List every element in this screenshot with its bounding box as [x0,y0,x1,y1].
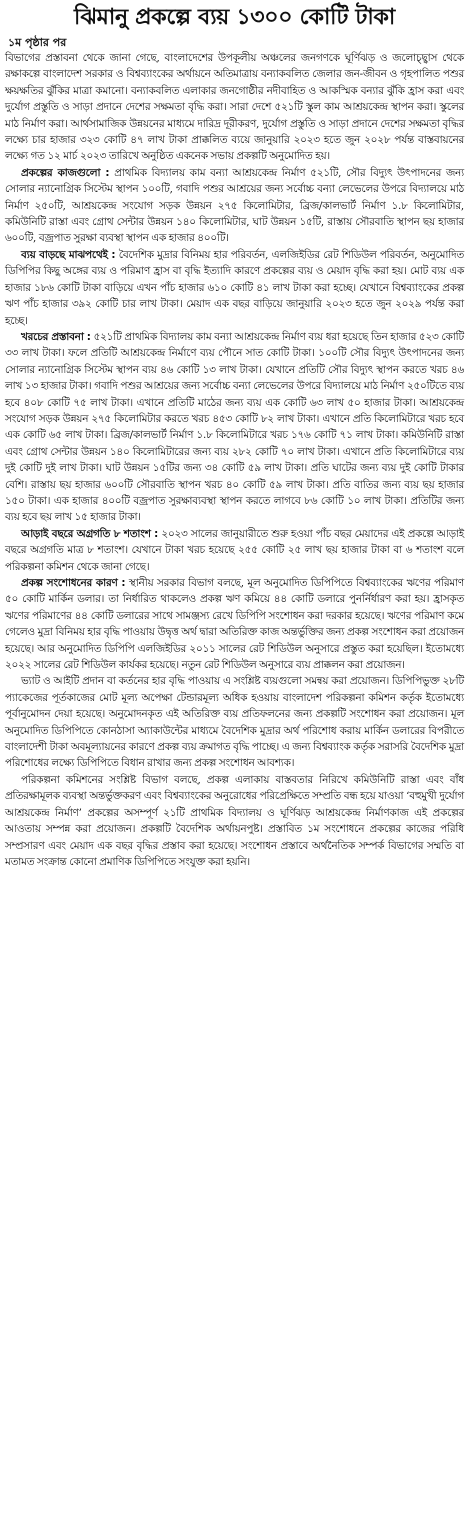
article-paragraph [5,50,464,165]
paragraph-lead: প্রকল্প সংশোধনের কারণ : [21,577,126,589]
continuation-note: ১ম পৃষ্ঠার পর [8,36,67,49]
article-paragraph [5,575,464,673]
article-body [5,50,464,870]
paragraph-text: ৫২১টি প্রাথমিক বিদ্যালয় কাম বন্যা আশ্রয়কেন্দ্র নির্মাণ ব্যয় ধরা হয়েছে তিন হাজার ৫২৩ কোটি ৩৩ লাখ টাকা। ফলে প্রতিটি আশ্রয়কেন্দ্র নির্মাণে ব্যয় পৌনে সাত কোটি টাকা। ১০০টি সৌর বিদ্যুৎ উৎপাদনের জন্য সোলার ন্যানোগ্রিক সিস্টেম স্থাপন ব্যয় ৪৬ কোটি ১৩ লাখ টাকা। যেখানে প্রতিটি সৌর বিদ্যুৎ স্থাপন করতে খরচ ৪৬ লাখ ১৩ হাজার টাকা। গবাদি পশুর আশ্রয়ের জন্য সর্বোচ্চ বন্যা লেভেলের উপরে বিদ্যালয়ে মাঠ নির্মাণ ২৫০টিতে ব্যয় হবে ৪০৮ কোটি ৭৫ লাখ টাকা। এখানে প্রতিটি মাঠের জন্য ব্যয় এক কোটি ৬৩ লাখ ৫০ হাজার টাকা। আশ্রয়কেন্দ্র সংযোগ সড়ক উন্নয়ন ২৭৫ কিলোমিটার করতে খরচ ৪৫৩ কোটি ৮২ লাখ টাকা। এখানে প্রতি কিলোমিটারে খরচ হবে এক কোটি ৬৫ লাখ টাকা। ব্রিজ/কালভার্ট নির্মাণ ১.৮ কিলোমিটারে খরচ ১৭৬ কোটি ৭১ লাখ টাকা। কমিউনিটি রাস্তা এবং গ্রোথ সেন্টার উন্নয়ন ১৪০ কিলোমিটারের জন্য ব্যয় ২৮২ কোটি ৭০ লাখ টাকা। এখানে প্রতি কিলোমিটারে ব্যয় দুই কোটি দুই লাখ টাকা। ঘাট উন্নয়ন ১৫টির জন্য ৩৪ কোটি ৫৯ লাখ টাকা। প্রতি ঘাটের জন্য ব্যয় দুই কোটি টাকার বেশি। রাস্তায় ছয় হাজার ৬০০টি সৌরবাতি স্থাপন খরচ ৪০ কোটি ৫৯ লাখ টাকা। প্রতি বাতির জন্য ব্যয় ছয় হাজার ১৫০ টাকা। এক হাজার ৪০০টি বজ্রপাত সুরক্ষাব্যবস্থা স্থাপন করতে লাগবে ৮৬ কোটি ১০ লাখ টাকা। প্রতিটির জন্য ব্যয় হবে ছয় লাখ ১৫ হাজার টাকা। [5,330,464,524]
paragraph-lead: প্রকল্পের কাজগুলো : [21,166,110,179]
paragraph-text: প্রাথমিক বিদ্যালয় কাম বন্যা আশ্রয়কেন্দ্র নির্মাণ ৫২১টি, সৌর বিদ্যুৎ উৎপাদনের জন্য সোলার ন্যানোগ্রিক সিস্টেম স্থাপন ১০০টি, গবাদি পশুর আশ্রয়ের জন্য সর্বোচ্চ বন্যা লেভেলের উপরে বিদ্যালয়ে মাঠ নির্মাণ ২৫০টি, আশ্রয়কেন্দ্র সংযোগ সড়ক উন্নয়ন ২৭৫ কিলোমিটার, ব্রিজ/কালভার্ট নির্মাণ ১.৮ কিলোমিটার, কমিউনিটি রাস্তা এবং গ্রোথ সেন্টার উন্নয়ন ১৪০ কিলোমিটার, ঘাট উন্নয়ন ১৫টি, রাস্তায় সৌরবাতি স্থাপন ছয় হাজার ৬০০টি, বজ্রপাত সুরক্ষা ব্যবস্থা স্থাপন এক হাজার ৪০০টি। [5,166,464,245]
paragraph-text: স্থানীয় সরকার বিভাগ বলছে, মূল অনুমোদিত ডিপিপিতে বিশ্বব্যাংকের ঋণের পরিমাণ ৫০ কোটি মার্কিন ডলার। তা নির্ধারিত থাকলেও প্রকল্প ঋণ কমিয়ে ৪৪ কোটি ডলারে পুনর্নির্ধারণ করা হয়। হ্রাসকৃত ঋণের পরিমাণের ৪৪ কোটি ডলারের সাথে সামঞ্জস্য রেখে ডিপিপি সংশোধন করা দরকার হয়েছে। ঋণের পরিমাণ কমে গেলেও মুদ্রা বিনিময় হার বৃদ্ধি পাওয়ায় উদ্বৃত্ত অর্থ দ্বারা অতিরিক্ত কাজ অন্তর্ভুক্তির জন্য প্রকল্প সংশোধন করা প্রয়োজন হয়েছে। আর অনুমোদিত ডিপিপি এলজিইডির ২০১১ সালের রেট শিডিউল অনুসারে প্রস্তুত করা হয়েছিল। ইতোমধ্যে ২০২২ সালের রেট শিডিউল কার্যকর হয়েছে। নতুন রেট শিডিউল অনুসারে ব্যয় প্রাক্কলন করা প্রয়োজন। [5,577,464,672]
paragraph-text: পরিকল্পনা কমিশনের সংশ্লিষ্ট বিভাগ বলছে, প্রকল্প এলাকায় বাস্তবতার নিরিখে কমিউনিটি রাস্তা এবং বাঁধ প্রতিরক্ষামূলক ব্যবস্থা অন্তর্ভুক্তকরণ এবং বিশ্বব্যাংকের অনুরোধের পরিপ্রেক্ষিতে সম্প্রতি বন্ধ হয়ে যাওয়া ‘বহুমুখী দুর্যোগ আশ্রয়কেন্দ্র নির্মাণ’ প্রকল্পের অসম্পূর্ণ ২১টি প্রাথমিক বিদ্যালয় ও ঘূর্ণিঝড় আশ্রয়কেন্দ্র নির্মাণকাজ এই প্রকল্পের আওতায় সম্পন্ন করা প্রয়োজন। প্রকল্পটি বৈদেশিক অর্থায়নপুষ্ট। প্রস্তাবিত ১ম সংশোধনে প্রকল্পের কাজের পরিধি সম্প্রসারণ এবং মেয়াদ এক বছর বৃদ্ধির প্রস্তাব করা হয়েছে। সংশোধন প্রস্তাবে অর্থনৈতিক সম্পর্ক বিভাগের সম্মতি বা মতামত সংক্রান্ত কোনো প্রমাণিক ডিপিপিতে সংযুক্ত করা হয়নি। [5,773,464,868]
paragraph-text: বিভাগের প্রস্তাবনা থেকে জানা গেছে, বাংলাদেশের উপকূলীয় অঞ্চলের জনগণকে ঘূর্ণিঝড় ও জলোচ্ছ্বাস থেকে রক্ষাকল্পে বাংলাদেশ সরকার ও বিশ্বব্যাংকের অর্থায়নে অতিমাত্রায় বন্যাকবলিত জেলার জন-জীবন ও গৃহপালিত পশুর ক্ষয়ক্ষতির ঝুঁকির মাত্রা কমানো। বন্যাকবলিত এলাকার জনগোষ্ঠীর নদীবাহিত ও আকস্মিক বন্যার ঝুঁকি হ্রাস করা এবং দুর্যোগ প্রস্তুতি ও সাড়া প্রদানে দেশের সক্ষমতা বৃদ্ধি করা। সারা দেশে ৫২১টি স্কুল কাম আশ্রয়কেন্দ্র স্থাপন করা। স্কুলের মাঠ নির্মাণ করা। আর্থসামাজিক উন্নয়নের মাধ্যমে দারিদ্র দূরীকরণ, দুর্যোগ প্রস্তুতি ও সাড়া প্রদানে দেশের সক্ষমতা বৃদ্ধির লক্ষ্যে চার হাজার ৩২৩ কোটি ৪৭ লাখ টাকা প্রাক্কলিত ব্যয়ে জানুয়ারি ২০২৩ হতে জুন ২০২৮ পর্যন্ত বাস্তবায়নের লক্ষ্যে গত ১২ মার্চ ২০২৩ তারিখে অনুষ্ঠিত একনেক সভায় প্রকল্পটি অনুমোদিত হয়। [5,52,464,163]
article-paragraph [5,247,464,329]
paragraph-text: ২০২৩ সালের জানুয়ারীতে শুরু হওয়া পাঁচ বছর মেয়াদের এই প্রকল্পে আড়াই বছরে অগ্রগতি মাত্র ৮ শতাংশ। যেখানে টাকা খরচ হয়েছে ২৫৫ কোটি ২৫ লাখ ছয় হাজার টাকা বা ৬ শতাংশ বলে পরিকল্পনা কমিশন থেকে জানা গেছে। [5,527,464,573]
article-paragraph [5,772,464,870]
paragraph-lead: খরচের প্রস্তাবনা : [21,330,91,343]
article-paragraph [5,526,464,575]
paragraph-lead: ব্যয় বাড়ছে মাঝপথেই : [21,248,116,261]
paragraph-text: বৈদেশিক মুদ্রার বিনিময় হার পরিবর্তন, এলজিইডির রেট শিডিউল পরিবর্তন, অনুমোদিত ডিপিপির কিছু অঙ্গের ব্যয় ও পরিমাণ হ্রাস বা বৃদ্ধি ইত্যাদি কারণে প্রকল্পের ব্যয় ও মেয়াদ বৃদ্ধি করা হয়। মোট ব্যয় এক হাজার ১৮৬ কোটি টাকা বাড়িয়ে এখন পাঁচ হাজার ৬১০ কোটি ৪১ লাখ টাকা করা হচ্ছে। যেখানে বিশ্বব্যাংকের প্রকল্প ঋণ পাঁচ হাজার ৩৯২ কোটি চার লাখ টাকা। মেয়াদ এক বছর বাড়িয়ে জানুয়ারি ২০২৩ হতে জুন ২০২৯ পর্যন্ত করা হচ্ছে। [5,248,464,327]
article-headline: ঝিমানু প্রকল্পে ব্যয় ১৩০০ কোটি টাকা [74,5,395,30]
paragraph-lead: আড়াই বছরে অগ্রগতি ৮ শতাংশ : [21,527,159,540]
article-paragraph [5,673,464,771]
paragraph-text: ভ্যাট ও আইটি প্রদান বা কর্তনের হার বৃদ্ধি পাওয়ায় এ সংশ্লিষ্ট ব্যয়গুলো সমন্বয় করা প্রয়োজন। ডিপিপিভুক্ত ২৮টি প্যাকেজের পূর্তকাজের মোট মূল্য অপেক্ষা টেন্ডারমূল্য অধিক হওয়ায় বাংলাদেশ পরিকল্পনা কমিশন কর্তৃক ইতোমধ্যে পূর্বানুমোদন দেয়া হয়েছে। অনুমোদনকৃত এই অতিরিক্ত ব্যয় প্রতিফলনের জন্য প্রকল্পটি সংশোধন করা প্রয়োজন। মূল অনুমোদিত ডিপিপিতে কোনঠাসা অ্যাকাউন্টের মাধ্যমে বৈদেশিক মুদ্রার অর্থ পরিশোধ করায় মার্কিন ডলারের বিপরীতে বাংলাদেশী টাকা অবমূল্যায়নের কারণে প্রকল্প ব্যয় ক্রমাগত বৃদ্ধি পাচ্ছে। এ জন্য বিশ্বব্যাংক কর্তৃক সরাসরি বৈদেশিক মুদ্রা পরিশোধের লক্ষ্যে ডিপিপিতে বিধান রাখার জন্য প্রকল্প সংশোধন আবশ্যক। [5,675,464,770]
article-paragraph [5,329,464,526]
article-paragraph [5,165,464,247]
